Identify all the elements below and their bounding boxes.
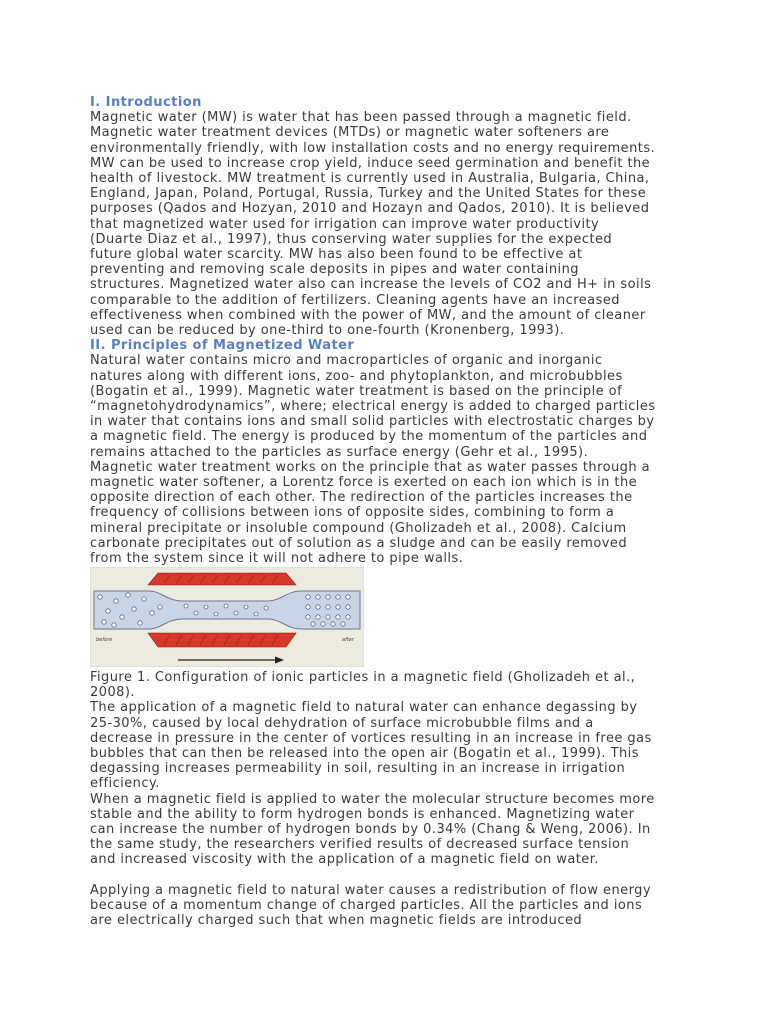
figure-diagram-svg: [90, 567, 364, 667]
paragraph-line: magnetic water softener, a Lorentz force is exerted on each ion which is in the: [90, 475, 638, 491]
paragraph-line: 25-30%, caused by local dehydration of surface microbubble films and a: [90, 715, 594, 731]
paragraph-line: preventing and removing scale deposits in pipes and water containing: [90, 262, 579, 278]
paragraph-line: bubbles that can then be released into the open air (Bogatin et al., 1999). This: [90, 746, 639, 762]
paragraph-line: efficiency.: [90, 776, 160, 792]
paragraph-line: and increased viscosity with the application of a magnetic field on water.: [90, 852, 599, 868]
paragraph-line: effectiveness when combined with the power of MW, and the amount of cleaner: [90, 307, 646, 323]
paragraph-line: comparable to the addition of fertilizers. Cleaning agents have an increased: [90, 292, 620, 308]
paragraph-line: frequency of collisions between ions of opposite sides, combining to form a: [90, 505, 615, 521]
section-introduction: [90, 95, 690, 566]
figure-caption: Figure 1. Configuration of ionic particles in a magnetic field (Gholizadeh et al.,: [90, 670, 636, 685]
paragraph-line: England, Japan, Poland, Portugal, Russia, Turkey and the United States for these: [90, 186, 647, 202]
paragraph-line: health of livestock. MW treatment is currently used in Australia, Bulgaria, China,: [90, 171, 650, 187]
paragraph-line: mineral precipitate or insoluble compound (Gholizadeh et al., 2008). Calcium: [90, 520, 627, 536]
paragraph-line: because of a momentum change of charged particles. All the particles and ions: [90, 898, 643, 914]
paragraph-line: structures. Magnetized water also can increase the levels of CO2 and H+ in soils: [90, 277, 652, 293]
paragraph-line: are electrically charged such that when magnetic fields are introduced: [90, 913, 583, 929]
paragraph-line: Magnetic water (MW) is water that has been passed through a magnetic field.: [90, 110, 632, 126]
paragraph-line: “magnetohydrodynamics”, where; electrical energy is added to charged particles: [90, 399, 656, 415]
paragraph-line: purposes (Qados and Hozyan, 2010 and Hozayn and Qados, 2010). It is believed: [90, 201, 650, 217]
paragraph-line: decrease in pressure in the center of vortices resulting in an increase in free gas: [90, 730, 652, 746]
paragraph-line: MW can be used to increase crop yield, induce seed germination and benefit the: [90, 155, 651, 171]
paragraph-line: a magnetic field. The energy is produced by the momentum of the particles and: [90, 429, 648, 445]
figure-caption: 2008).: [90, 685, 135, 701]
paragraph-line: the same study, the researchers verified results of decreased surface tension: [90, 837, 630, 853]
paragraph-line: used can be reduced by one-third to one-fourth (Kronenberg, 1993).: [90, 323, 565, 339]
paragraph-line: (Duarte Diaz et al., 1997), thus conserving water supplies for the expected: [90, 231, 613, 247]
paragraph-line: (Bogatin et al., 1999). Magnetic water treatment is based on the principle of: [90, 383, 623, 399]
paragraph-line: natures along with different ions, zoo- and phytoplankton, and microbubbles: [90, 368, 623, 384]
paragraph-line: Magnetic water treatment devices (MTDs) or magnetic water softeners are: [90, 125, 610, 141]
paragraph-line: When a magnetic field is applied to water the molecular structure becomes more: [90, 791, 655, 807]
paragraph-line: degassing increases permeability in soil, resulting in an increase in irrigation: [90, 761, 626, 777]
section-heading-principles: II. Principles of Magnetized Water: [90, 338, 355, 354]
paragraph-line: from the system since it will not adhere to pipe walls.: [90, 551, 464, 567]
paragraph-line: stable and the ability to form hydrogen bonds is enhanced. Magnetizing water: [90, 806, 635, 822]
paragraph-line: can increase the number of hydrogen bonds by 0.34% (Chang & Weng, 2006). In: [90, 822, 651, 838]
paragraph-line: opposite direction of each other. The redirection of the particles increases the: [90, 490, 633, 506]
paragraph-line: Natural water contains micro and macroparticles of organic and inorganic: [90, 353, 603, 369]
section-continued: [90, 670, 690, 928]
paragraph-line: in water that contains ions and small solid particles with electrostatic charges by: [90, 414, 655, 430]
paragraph-line: environmentally friendly, with low installation costs and no energy requirements.: [90, 140, 656, 156]
figure-label-after: after: [342, 637, 354, 643]
paragraph-line: carbonate precipitates out of solution as a sludge and can be easily removed: [90, 535, 628, 551]
paragraph-spacer: [90, 868, 690, 883]
paragraph-line: that magnetized water used for irrigation can improve water productivity: [90, 216, 600, 232]
figure-magnetic-field-diagram: [90, 567, 364, 667]
paragraph-line: The application of a magnetic field to natural water can enhance degassing by: [90, 700, 638, 716]
paragraph-line: Applying a magnetic field to natural water causes a redistribution of flow energy: [90, 882, 651, 898]
paragraph-line: remains attached to the particles as surface energy (Gehr et al., 1995).: [90, 444, 589, 460]
figure-label-before: before: [96, 637, 113, 643]
section-heading-introduction: I. Introduction: [90, 95, 202, 110]
paragraph-line: Magnetic water treatment works on the principle that as water passes through a: [90, 459, 651, 475]
paragraph-line: future global water scarcity. MW has also been found to be effective at: [90, 247, 583, 263]
